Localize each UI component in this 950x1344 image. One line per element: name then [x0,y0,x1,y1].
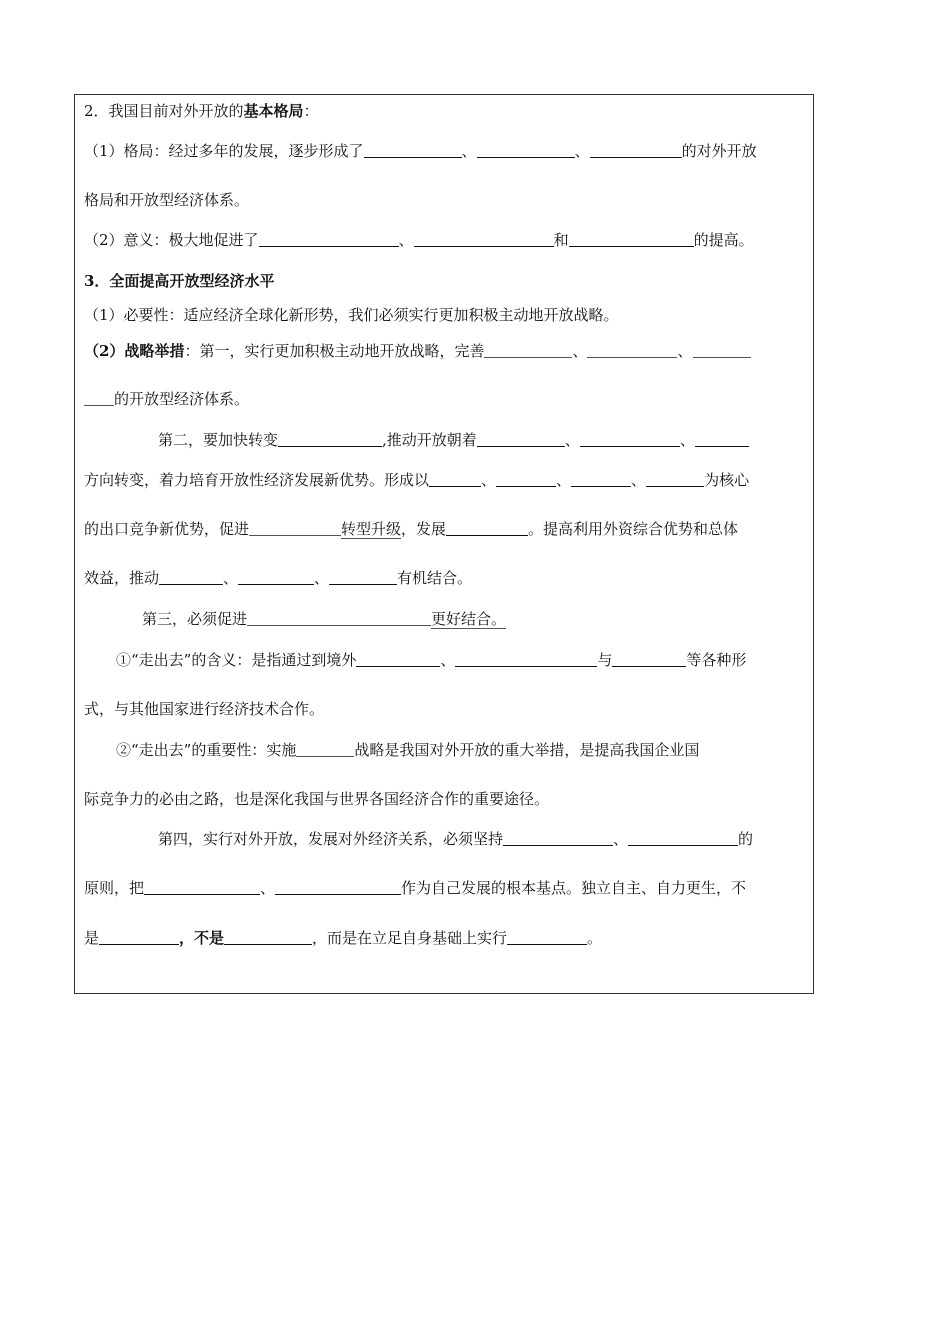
blank[interactable] [571,470,631,487]
blank[interactable] [587,341,677,358]
blank[interactable] [484,341,572,358]
blank[interactable] [278,430,382,447]
go-out-meaning-cont: 式，与其他国家进行经济技术合作。 [84,700,325,718]
blank[interactable] [496,470,556,487]
blank[interactable] [329,568,397,585]
section-2-title: 2．我国目前对外开放的基本格局： [84,102,319,120]
blank[interactable] [695,430,749,447]
blank[interactable] [259,230,399,247]
blank[interactable] [296,740,354,757]
second-line-1: 第二，要加快转变 ,推动开放朝着 、 、 [84,430,749,450]
blank[interactable] [455,650,597,667]
blank[interactable] [580,430,680,447]
blank[interactable] [507,928,587,945]
blank[interactable] [99,928,179,945]
content-frame [74,94,814,994]
blank[interactable] [238,568,314,585]
pattern-line: （1）格局：经过多年的发展，逐步形成了 、 、 的对外开放 [84,142,757,160]
measures-line-cont: 的开放型经济体系。 [84,389,249,409]
necessity-line: （1）必要性：适应经济全球化新形势，我们必须实行更加积极主动地开放战略。 [84,306,619,324]
blank[interactable] [364,141,462,158]
second-line-4: 效益，推动 、 、 有机结合。 [84,569,473,587]
blank[interactable] [247,609,431,626]
blank[interactable] [159,568,223,585]
significance-line: （2）意义：极大地促进了 、 和 的提高。 [84,231,754,249]
fourth-line-3: 是 ，不是 ，而是在立足自身基础上实行 。 [84,929,603,947]
second-line-3: 的出口竞争新优势，促进 转型升级，发展 。提高利用外资综合优势和总体 [84,520,739,538]
blank[interactable] [646,470,704,487]
blank[interactable] [590,141,682,158]
blank[interactable] [693,341,751,358]
blank[interactable] [612,650,686,667]
blank[interactable] [84,389,114,406]
blank[interactable] [477,141,575,158]
go-out-importance: ②“走出去”的重要性：实施 战略是我国对外开放的重大举措，是提高我国企业国 [116,741,700,759]
blank[interactable] [224,928,312,945]
fourth-line-1: 第四，实行对外开放，发展对外经济关系，必须坚持 、 的 [158,830,754,848]
blank[interactable] [569,230,694,247]
blank[interactable] [275,878,401,895]
blank[interactable] [477,430,565,447]
go-out-importance-cont: 际竞争力的必由之路，也是深化我国与世界各国经济合作的重要途径。 [84,790,550,808]
blank[interactable] [356,650,440,667]
blank[interactable] [429,470,481,487]
second-line-2: 方向转变，着力培育开放性经济发展新优势。形成以 、 、 、 为核心 [84,471,750,489]
section-3-title: 3．全面提高开放型经济水平 [84,272,275,290]
blank[interactable] [249,519,341,536]
blank[interactable] [414,230,554,247]
fourth-line-2: 原则，把 、 作为自己发展的根本基点。独立自主、自力更生，不 [84,879,747,897]
blank[interactable] [628,829,738,846]
blank[interactable] [503,829,613,846]
blank[interactable] [446,519,528,536]
pattern-line-cont: 格局和开放型经济体系。 [84,191,250,209]
third-line: 第三，必须促进 更好结合。 [142,610,507,628]
blank[interactable] [144,878,260,895]
measures-line: （2）战略举措：第一，实行更加积极主动地开放战略，完善 、 、 [84,341,751,361]
go-out-meaning: ①“走出去”的含义：是指通过到境外 、 与 等各种形 [116,651,747,669]
